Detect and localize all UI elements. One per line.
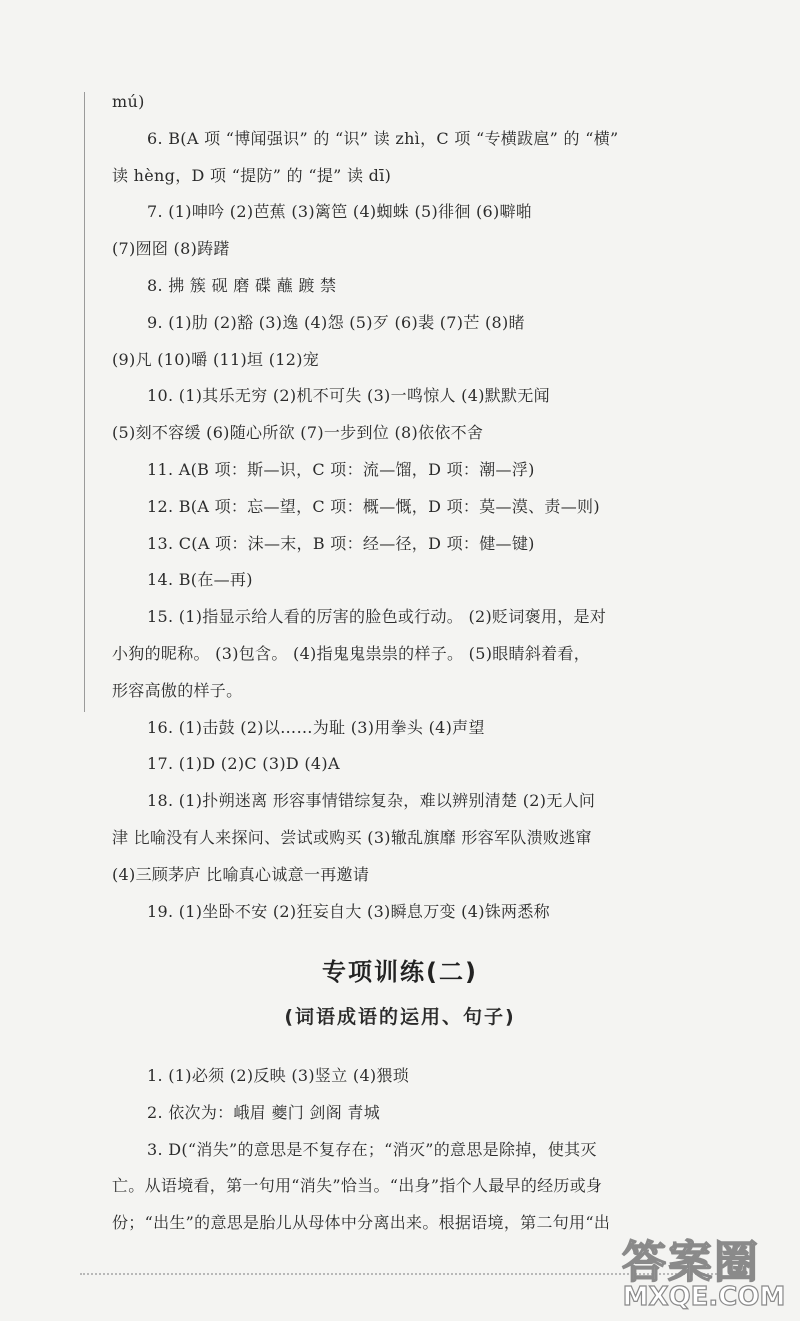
answer-line: 8. 拂 簇 砚 磨 碟 蘸 踱 禁 [147, 275, 337, 295]
answer-section-2 [112, 1058, 652, 1242]
answer-line: mú) [112, 92, 145, 111]
answer-line: (5)刻不容缓 (6)随心所欲 (7)一步到位 (8)依依不舍 [112, 423, 484, 443]
answer-line: (4)三顾茅庐 比喻真心诚意一再邀请 [112, 864, 370, 884]
answer-line: 18. (1)扑朔迷离 形容事情错综复杂，难以辨别清楚 (2)无人问 [147, 791, 596, 811]
answer-line: 13. C(A 项：沫—末，B 项：经—径，D 项：健—键) [147, 533, 535, 553]
answer-line: 19. (1)坐卧不安 (2)狂妄自大 (3)瞬息万变 (4)铢两悉称 [147, 901, 550, 921]
answer-line: 份；“出生”的意思是胎儿从母体中分离出来。根据语境，第二句用“出 [112, 1213, 611, 1233]
margin-rule [84, 92, 85, 712]
watermark-bottom-text: MXQE.COM [622, 1282, 786, 1312]
answer-line: 14. B(在—再) [147, 570, 253, 590]
answer-line: 亡。从语境看，第一句用“消失”恰当。“出身”指个人最早的经历或身 [112, 1176, 603, 1196]
answer-line: 12. B(A 项：忘—望，C 项：概—慨，D 项：莫—漠、责—则) [147, 496, 600, 516]
answer-line: 2. 依次为：峨眉 夔门 剑阁 青城 [147, 1102, 381, 1122]
answer-line: 1. (1)必须 (2)反映 (3)竖立 (4)猥琐 [147, 1066, 410, 1085]
answer-line: 10. (1)其乐无穷 (2)机不可失 (3)一鸣惊人 (4)默默无闻 [147, 386, 550, 406]
answer-line: 7. (1)呻吟 (2)芭蕉 (3)篱笆 (4)蜘蛛 (5)徘徊 (6)噼啪 [147, 202, 533, 222]
watermark-top-text: 答案圈 [622, 1237, 760, 1288]
answer-line: 16. (1)击鼓 (2)以……为耻 (3)用拳头 (4)声望 [147, 717, 485, 737]
answer-line: 6. B(A 项 “博闻强识” 的 “识” 读 zhì，C 项 “专横跋扈” 的 “横” [147, 128, 619, 148]
answer-line: 小狗的昵称。 (3)包含。 (4)指鬼鬼祟祟的样子。 (5)眼睛斜着看， [112, 643, 591, 663]
answer-section-1 [112, 84, 652, 930]
answer-line: 3. D(“消失”的意思是不复存在；“消灭”的意思是除掉，使其灭 [147, 1139, 597, 1159]
answer-line: 11. A(B 项：斯—识，C 项：流—馏，D 项：潮—浮) [147, 459, 535, 479]
watermark-logo [616, 1226, 792, 1316]
answer-line: 15. (1)指显示给人看的厉害的脸色或行动。 (2)贬词褒用，是对 [147, 607, 607, 627]
answer-line: 9. (1)肋 (2)豁 (3)逸 (4)怨 (5)歹 (6)裴 (7)芒 (8)睹 [147, 312, 525, 332]
answer-line: 形容高傲的样子。 [112, 680, 243, 700]
answer-line: (7)囫囵 (8)踌躇 [112, 239, 230, 259]
section-title: 专项训练(二) [322, 958, 478, 986]
answer-line: 17. (1)D (2)C (3)D (4)A [147, 754, 340, 774]
answer-line: 津 比喻没有人来探问、尝试或购买 (3)辙乱旗靡 形容军队溃败逃窜 [112, 827, 592, 847]
answer-line: (9)凡 (10)嚼 (11)垣 (12)宠 [112, 349, 320, 369]
section-subtitle: (词语成语的运用、句子) [284, 1006, 516, 1028]
answer-line: 读 hèng，D 项 “提防” 的 “提” 读 dī) [112, 165, 392, 185]
